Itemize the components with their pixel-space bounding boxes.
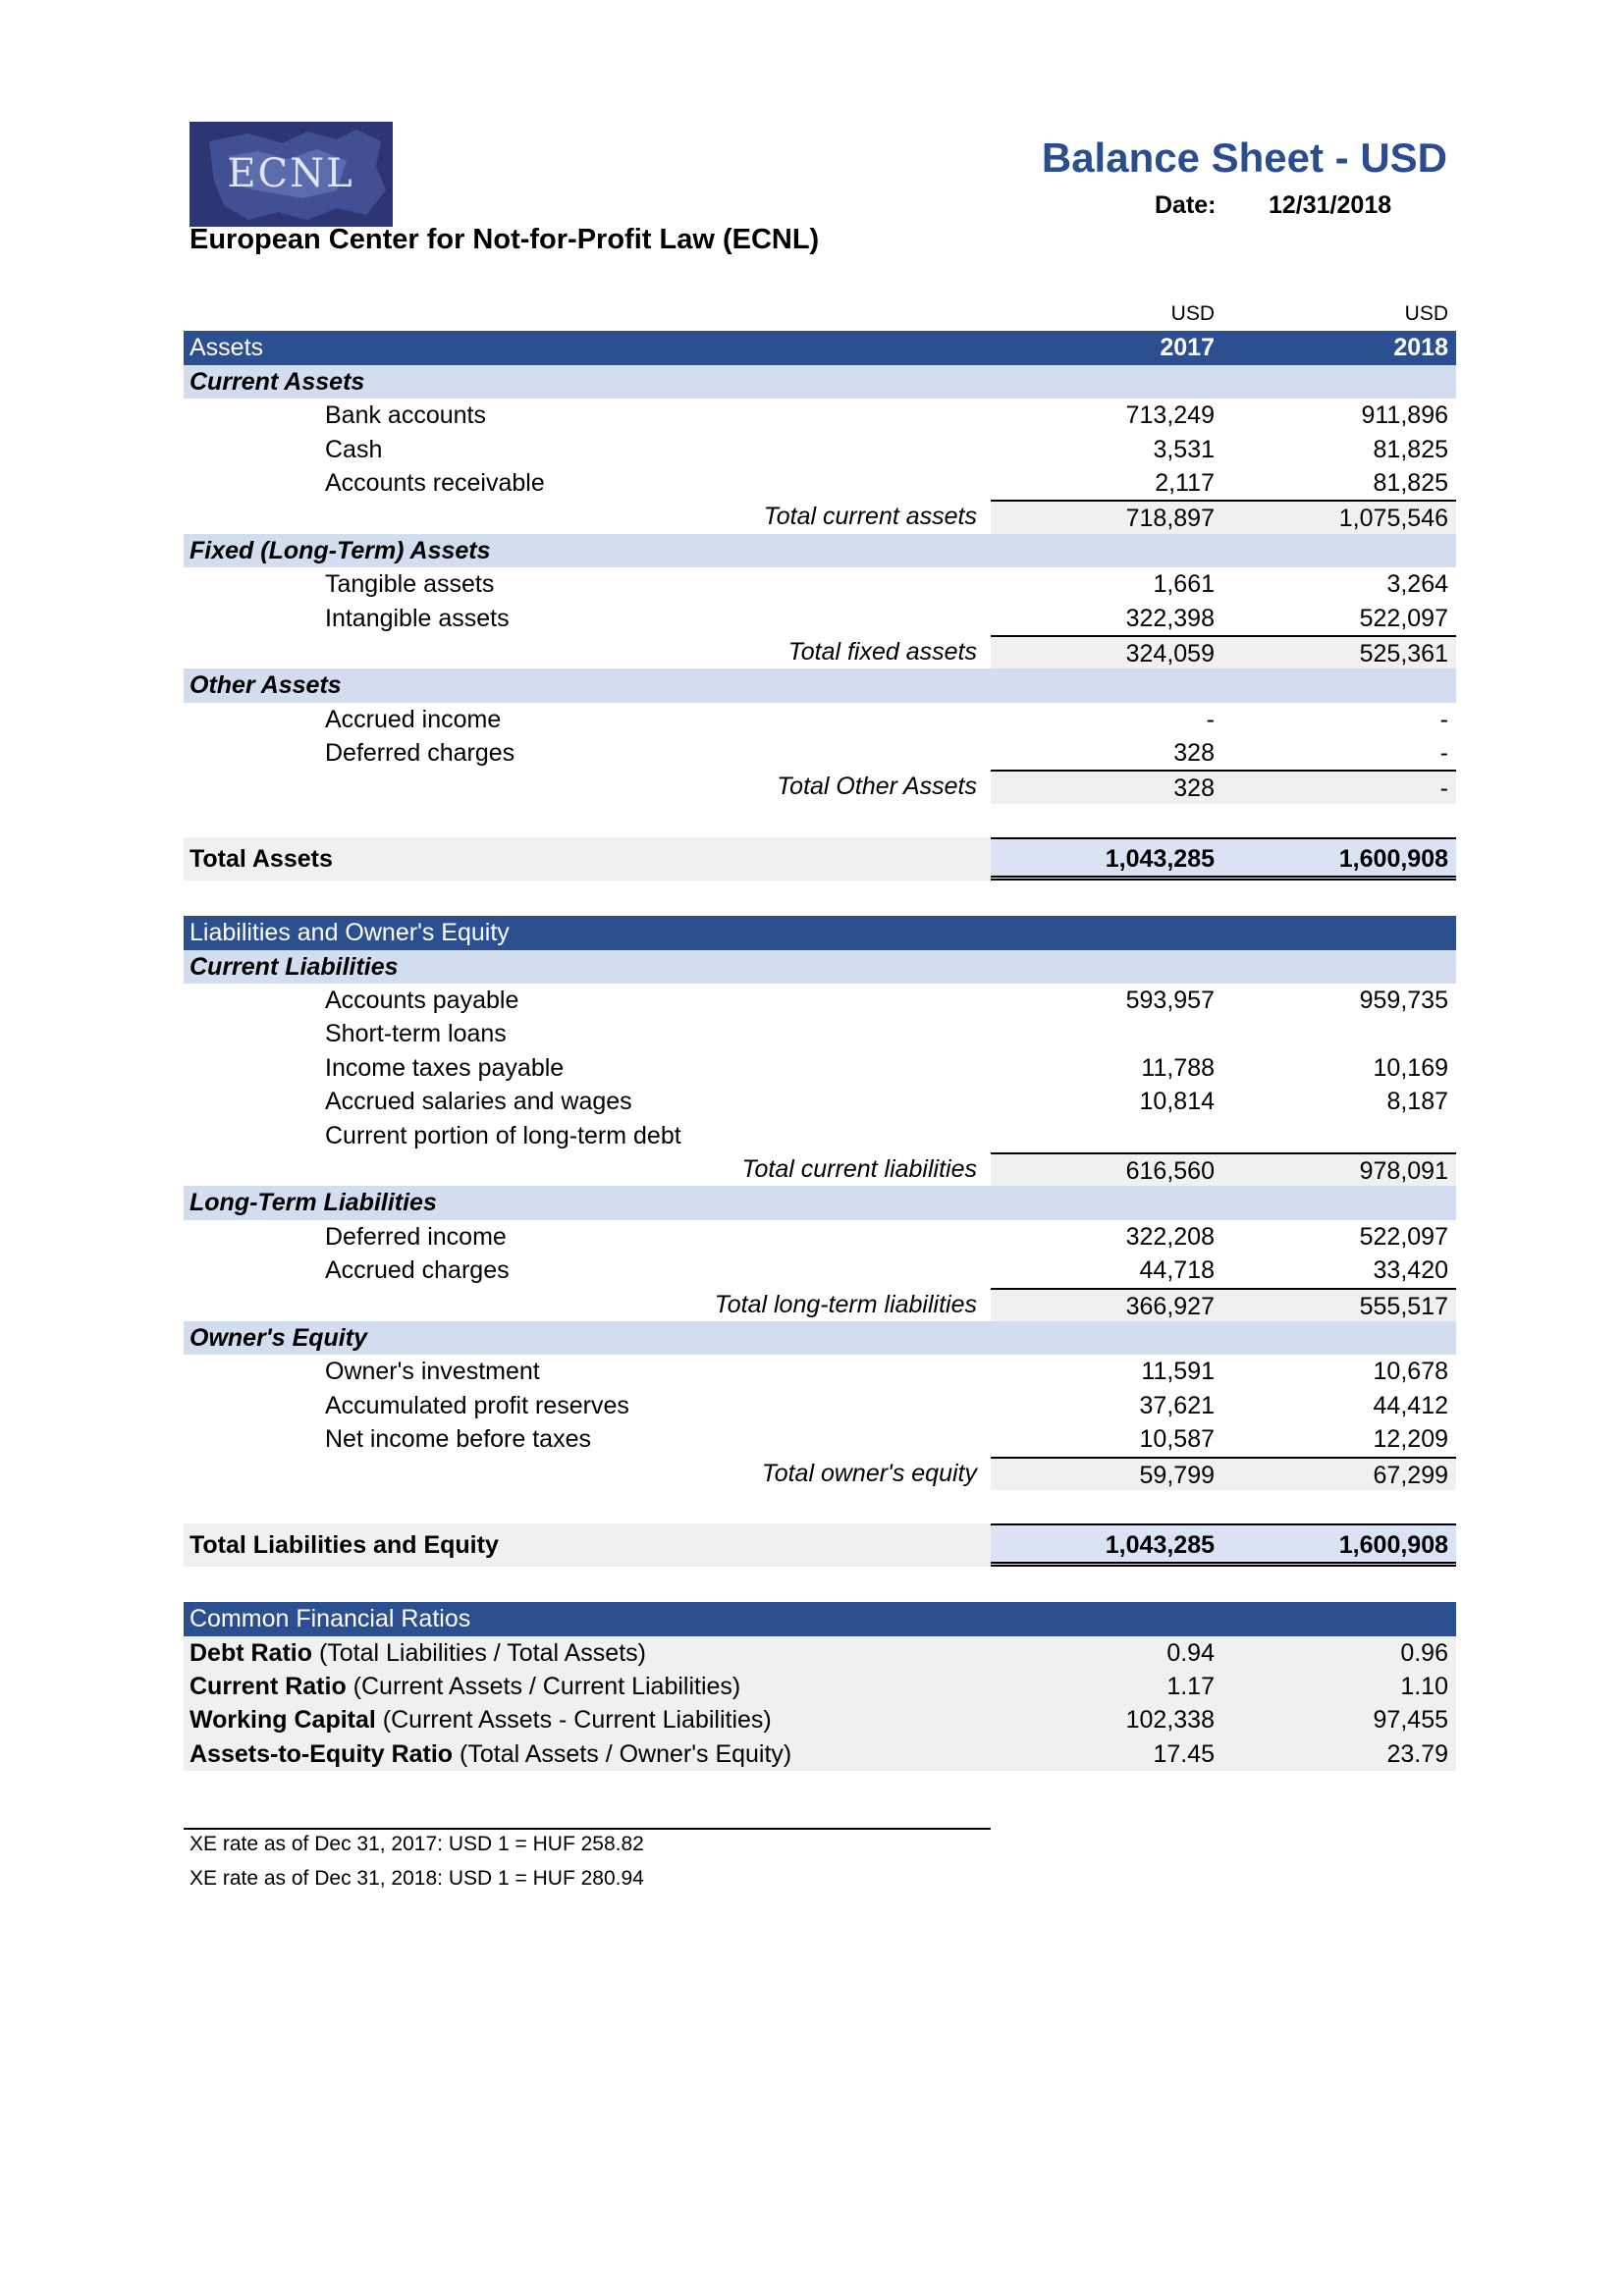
section-title: Fixed (Long-Term) Assets: [189, 536, 491, 564]
ratio-row: [184, 1670, 1456, 1703]
spacer: [184, 881, 1456, 916]
subtotal-2018: 67,299: [1222, 1457, 1456, 1490]
value-2017: 328: [1173, 739, 1215, 768]
row-label: Accrued charges: [325, 1256, 510, 1285]
subtotal-2017: 324,059: [991, 635, 1222, 668]
value-2017: 11,591: [1141, 1358, 1215, 1386]
value-2018: 1.10: [1400, 1673, 1448, 1701]
subtotal-row: [184, 635, 1456, 668]
value-2018: 522,097: [1359, 1222, 1448, 1251]
table-row: [184, 602, 1456, 635]
value-2018: 911,896: [1361, 401, 1448, 430]
ratio-label: [189, 1636, 646, 1670]
value-2018: [1222, 1119, 1456, 1152]
section-title: Other Assets: [189, 671, 342, 700]
subtotal-row: [184, 1152, 1456, 1186]
table-row: [184, 703, 1456, 736]
organization-name: European Center for Not-for-Profit Law (ECNL): [189, 224, 820, 255]
exchange-rate-note: XE rate as of Dec 31, 2018: USD 1 = HUF 280.94: [189, 1867, 644, 1890]
subtotal-2018: 555,517: [1222, 1288, 1456, 1321]
grand-total-label: Total Liabilities and Equity: [189, 1531, 499, 1560]
currency-row: [184, 297, 1456, 331]
row-label: Bank accounts: [325, 401, 486, 430]
value-2017: -: [1206, 705, 1215, 733]
table-row: [184, 1085, 1456, 1118]
value-2017: 1.17: [1166, 1673, 1215, 1701]
value-2017: 322,208: [1125, 1222, 1215, 1251]
subtotal-label: Total owner's equity: [761, 1459, 977, 1487]
ratio-name: Debt Ratio: [189, 1638, 312, 1667]
subtotal-label: Total current liabilities: [741, 1154, 977, 1183]
value-2017: 0.94: [1166, 1638, 1215, 1667]
value-2017: 37,621: [1139, 1391, 1215, 1419]
footer-divider: [184, 1828, 991, 1830]
section-long-term-liabilities: [184, 1186, 1456, 1219]
section-current-liabilities: [184, 950, 1456, 984]
subtotal-label: Total fixed assets: [787, 637, 977, 666]
year-2018: 2018: [1393, 334, 1448, 362]
grand-total-label: Total Assets: [189, 845, 333, 874]
grand-total-2017: 1,043,285: [991, 837, 1222, 881]
grand-total-2018: 1,600,908: [1222, 837, 1456, 881]
row-label: Income taxes payable: [325, 1053, 565, 1082]
table-row: [184, 1220, 1456, 1254]
row-label: Accounts payable: [325, 987, 519, 1015]
spacer: [184, 1490, 1456, 1523]
row-label: Owner's investment: [325, 1358, 540, 1386]
ecnl-logo: [189, 122, 393, 227]
assets-header: [184, 331, 1456, 364]
spacer: [184, 1567, 1456, 1602]
ratio-row: [184, 1703, 1456, 1736]
subtotal-2018: 1,075,546: [1222, 500, 1456, 533]
value-2017: 10,814: [1139, 1088, 1215, 1116]
value-2017: 1,661: [1153, 570, 1215, 599]
subtotal-2018: 525,361: [1222, 635, 1456, 668]
value-2018: 44,412: [1373, 1391, 1448, 1419]
svg-text:ECNL: ECNL: [227, 151, 354, 196]
year-2017: 2017: [1160, 334, 1215, 362]
table-row: [184, 1389, 1456, 1422]
value-2018: 0.96: [1400, 1638, 1448, 1667]
ratio-label: [189, 1670, 740, 1703]
value-2018: 97,455: [1373, 1706, 1448, 1735]
subtotal-label: Total current assets: [763, 503, 977, 531]
section-current-assets: [184, 365, 1456, 399]
value-2017: 102,338: [1125, 1706, 1215, 1735]
value-2018: 23.79: [1386, 1739, 1448, 1768]
row-label: Intangible assets: [325, 604, 510, 632]
ratios-heading: Common Financial Ratios: [189, 1605, 471, 1633]
row-label: Accounts receivable: [325, 468, 545, 497]
value-2017: 3,531: [1153, 435, 1215, 463]
ratio-formula: (Total Liabilities / Total Assets): [312, 1638, 646, 1667]
value-2017: 593,957: [1125, 987, 1215, 1015]
subtotal-row: [184, 500, 1456, 533]
value-2017: 713,249: [1125, 401, 1215, 430]
value-2017: 11,788: [1141, 1053, 1215, 1082]
value-2017: [991, 1017, 1222, 1050]
section-title: Long-Term Liabilities: [189, 1189, 437, 1217]
value-2018: 522,097: [1359, 604, 1448, 632]
value-2018: 12,209: [1373, 1425, 1448, 1454]
grand-total-row: [184, 1523, 1456, 1567]
subtotal-2017: 616,560: [991, 1152, 1222, 1186]
ratio-name: Working Capital: [189, 1706, 376, 1735]
ratio-formula: (Current Assets - Current Liabilities): [375, 1706, 772, 1735]
value-2018: 959,735: [1359, 987, 1448, 1015]
value-2018: 10,678: [1373, 1358, 1448, 1386]
page-title: Balance Sheet - USD: [1041, 134, 1447, 181]
date-value: 12/31/2018: [1269, 191, 1392, 219]
row-label: Net income before taxes: [325, 1425, 591, 1454]
value-2017: 44,718: [1139, 1256, 1215, 1285]
subtotal-row: [184, 1288, 1456, 1321]
subtotal-2017: 328: [991, 770, 1222, 803]
table-row: [184, 466, 1456, 500]
table-row: [184, 399, 1456, 432]
exchange-rate-note: XE rate as of Dec 31, 2017: USD 1 = HUF 258.82: [189, 1833, 644, 1855]
table-row: [184, 984, 1456, 1017]
section-title: Owner's Equity: [189, 1323, 367, 1352]
value-2018: [1222, 1017, 1456, 1050]
subtotal-2018: 978,091: [1222, 1152, 1456, 1186]
subtotal-2018: -: [1222, 770, 1456, 803]
value-2018: 10,169: [1373, 1053, 1448, 1082]
subtotal-row: [184, 770, 1456, 803]
table-row: [184, 1355, 1456, 1388]
liabilities-heading: Liabilities and Owner's Equity: [189, 919, 510, 947]
subtotal-2017: 59,799: [991, 1457, 1222, 1490]
value-2018: 8,187: [1386, 1088, 1448, 1116]
row-label: Cash: [325, 435, 383, 463]
table-row: [184, 1119, 1456, 1152]
table-row: [184, 567, 1456, 601]
subtotal-row: [184, 1457, 1456, 1490]
grand-total-2017: 1,043,285: [991, 1523, 1222, 1567]
currency-2018: USD: [1404, 302, 1448, 325]
subtotal-label: Total long-term liabilities: [714, 1290, 977, 1318]
value-2018: -: [1439, 705, 1448, 733]
ratios-header: [184, 1602, 1456, 1635]
ratio-row: [184, 1737, 1456, 1771]
grand-total-row: [184, 837, 1456, 881]
subtotal-label: Total Other Assets: [777, 773, 977, 801]
grand-total-2018: 1,600,908: [1222, 1523, 1456, 1567]
row-label: Deferred charges: [325, 739, 515, 768]
liabilities-header: [184, 916, 1456, 949]
ratio-name: Current Ratio: [189, 1673, 347, 1701]
row-label: Accrued salaries and wages: [325, 1088, 632, 1116]
section-title: Current Liabilities: [189, 952, 399, 981]
value-2017: 2,117: [1155, 468, 1215, 497]
value-2017: 17.45: [1153, 1739, 1215, 1768]
section-other-assets: [184, 668, 1456, 702]
value-2018: -: [1439, 739, 1448, 768]
ratio-formula: (Current Assets / Current Liabilities): [346, 1673, 741, 1701]
ratio-name: Assets-to-Equity Ratio: [189, 1739, 454, 1768]
table-row: [184, 1254, 1456, 1287]
subtotal-2017: 718,897: [991, 500, 1222, 533]
value-2017: [991, 1119, 1222, 1152]
row-label: Tangible assets: [325, 570, 495, 599]
subtotal-2017: 366,927: [991, 1288, 1222, 1321]
row-label: Short-term loans: [325, 1020, 507, 1048]
section-owners-equity: [184, 1321, 1456, 1355]
table-row: [184, 433, 1456, 466]
section-title: Current Assets: [189, 367, 365, 396]
table-row: [184, 736, 1456, 770]
ratio-row: [184, 1636, 1456, 1670]
value-2017: 10,587: [1139, 1425, 1215, 1454]
balance-sheet-table: [184, 297, 1456, 1771]
value-2017: 322,398: [1125, 604, 1215, 632]
date-label: Date:: [1155, 191, 1217, 219]
row-label: Deferred income: [325, 1222, 507, 1251]
spacer: [184, 804, 1456, 837]
table-row: [184, 1017, 1456, 1050]
table-row: [184, 1051, 1456, 1085]
value-2018: 33,420: [1373, 1256, 1448, 1285]
value-2018: 81,825: [1373, 468, 1448, 497]
currency-2017: USD: [1170, 302, 1215, 325]
ratio-label: [189, 1737, 791, 1771]
assets-heading: Assets: [189, 334, 264, 362]
value-2018: 3,264: [1386, 570, 1448, 599]
table-row: [184, 1422, 1456, 1456]
row-label: Accrued income: [325, 705, 502, 733]
ratio-formula: (Total Assets / Owner's Equity): [453, 1739, 792, 1768]
value-2018: 81,825: [1373, 435, 1448, 463]
section-fixed-assets: [184, 534, 1456, 567]
row-label: Current portion of long-term debt: [325, 1121, 681, 1149]
ratio-label: [189, 1703, 772, 1736]
row-label: Accumulated profit reserves: [325, 1391, 629, 1419]
